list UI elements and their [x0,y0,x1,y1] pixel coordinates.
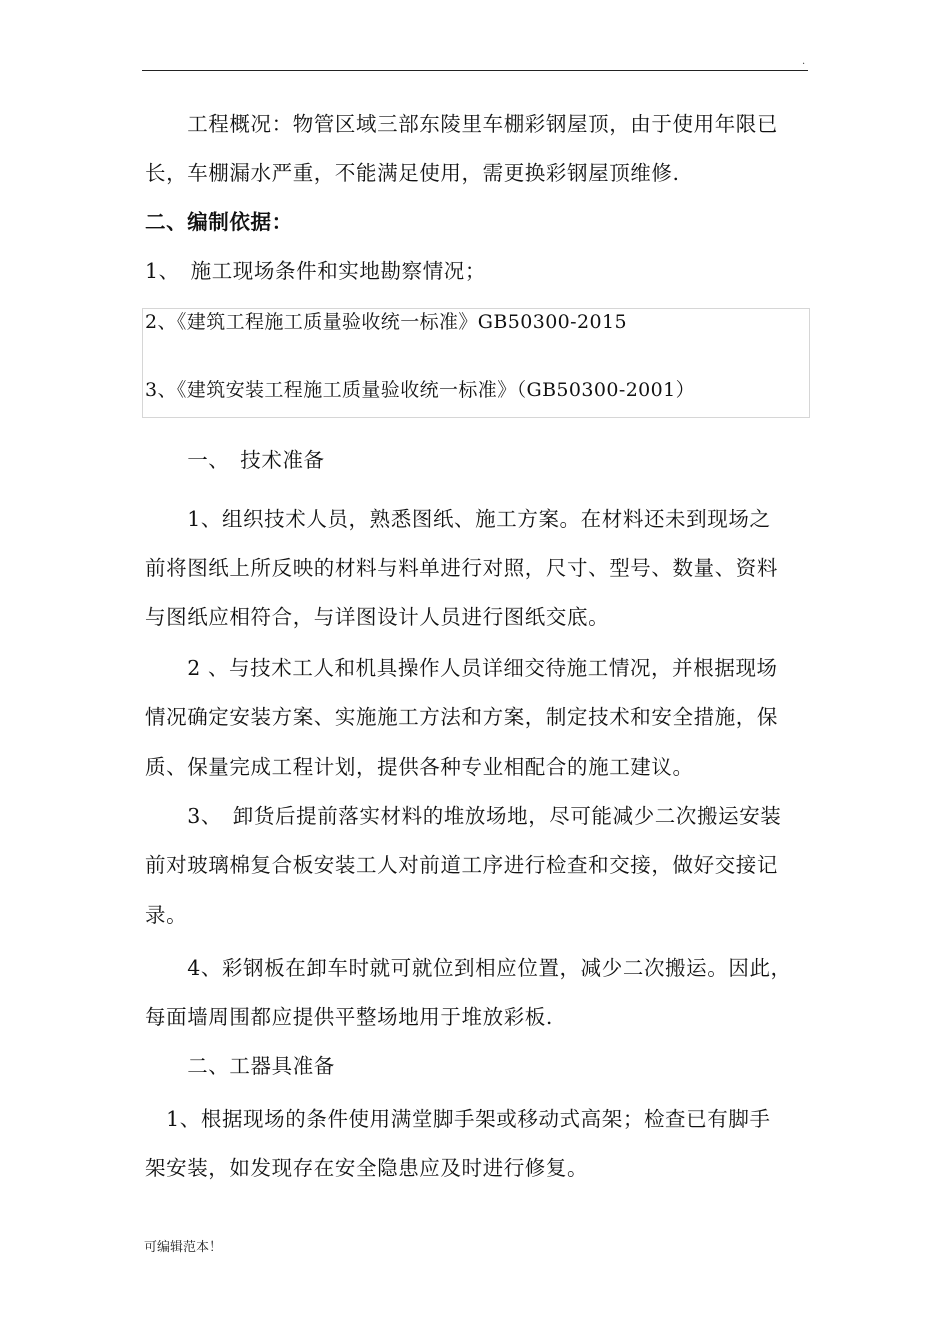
paragraph-line: 前将图纸上所反映的材料与料单进行对照，尺寸、型号、数量、资料 [145,556,778,580]
section-heading: 二、编制依据： [145,210,293,234]
footer-note: 可编辑范本！ [144,1240,223,1255]
subsection-heading: 二、工器具准备 [145,1054,335,1078]
paragraph-line: 前对玻璃棉复合板安装工人对前道工序进行检查和交接，做好交接记 [145,853,778,877]
reference-item: 3、《建筑安装工程施工质量验收统一标准》（GB50300-2001） [145,379,696,401]
list-item: 1、 施工现场条件和实地勘察情况； [145,259,486,283]
paragraph-line: 架安装，如发现存在安全隐患应及时进行修复。 [145,1156,589,1180]
subsection-heading: 一、 技术准备 [145,448,325,472]
paragraph-line: 工程概况：物管区域三部东陵里车棚彩钢屋顶，由于使用年限已 [145,112,778,136]
paragraph-line: 2 、与技术工人和机具操作人员详细交待施工情况，并根据现场 [145,656,778,680]
paragraph-line: 1、根据现场的条件使用满堂脚手架或移动式高架；检查已有脚手 [145,1107,771,1131]
paragraph-line: 质、保量完成工程计划，提供各种专业相配合的施工建议。 [145,755,694,779]
header-rule [142,70,808,71]
paragraph-line: 4、彩钢板在卸车时就可就位到相应位置，减少二次搬运。因此， [145,956,792,980]
paragraph-line: 与图纸应相符合，与详图设计人员进行图纸交底。 [145,605,610,629]
paragraph-line: 1、组织技术人员，熟悉图纸、施工方案。在材料还未到现场之 [145,507,771,531]
paragraph-line: 3、 卸货后提前落实材料的堆放场地，尽可能减少二次搬运安装 [145,804,782,828]
header-dot: . [802,56,806,67]
paragraph-line: 录。 [145,903,188,927]
paragraph-line: 情况确定安装方案、实施施工方法和方案，制定技术和安全措施，保 [145,705,778,729]
reference-item: 2、《建筑工程施工质量验收统一标准》GB50300-2015 [145,311,627,333]
paragraph-line: 长，车棚漏水严重，不能满足使用，需更换彩钢屋顶维修. [145,161,680,185]
paragraph-line: 每面墙周围都应提供平整场地用于堆放彩板. [145,1005,554,1029]
